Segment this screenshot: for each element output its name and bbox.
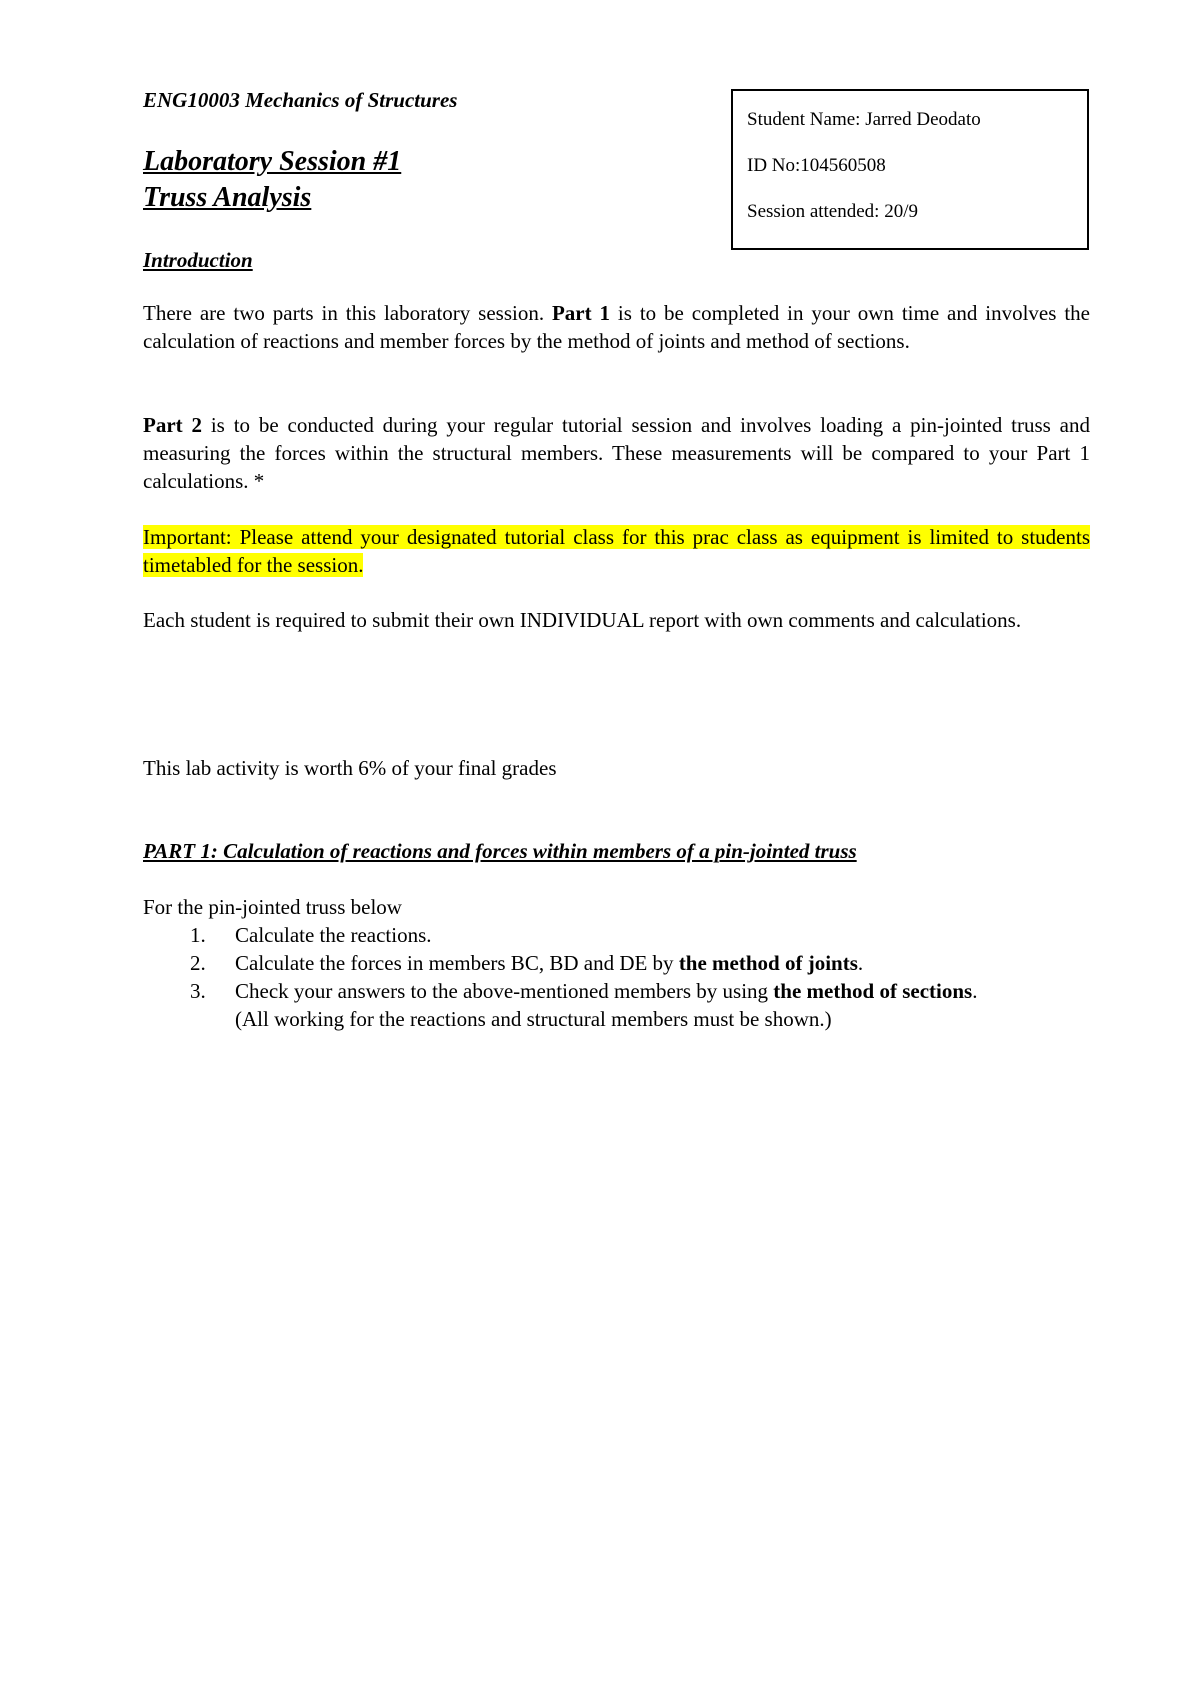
important-highlight: Important: Please attend your designated tutorial class for this prac class as equipment is limited to students timetabled for the session. xyxy=(143,525,1090,577)
intro-paragraph-2: Part 2 is to be conducted during your regular tutorial session and involves loading a pin-jointed truss and measuring the forces within the structural members. These measurements will be compared to your Part 1 calculations. * xyxy=(143,413,1090,493)
part1-task-list xyxy=(143,921,1090,1033)
lab-title-line2: Truss Analysis xyxy=(143,182,312,213)
student-name: Student Name: Jarred Deodato xyxy=(747,109,981,130)
part1-lead: For the pin-jointed truss below xyxy=(143,895,402,919)
list-item: 3. Check your answers to the above-mentioned members by using the method of sections. (All working for the reactions and structural members must be shown.) xyxy=(143,977,1090,1033)
lab-title-line1: Laboratory Session #1 xyxy=(143,146,402,177)
grade-worth-note: This lab activity is worth 6% of your final grades xyxy=(143,756,557,780)
course-title: ENG10003 Mechanics of Structures xyxy=(143,88,458,112)
introduction-heading: Introduction xyxy=(143,248,253,272)
part1-heading: PART 1: Calculation of reactions and forces within members of a pin-jointed truss xyxy=(143,839,857,863)
lab-title xyxy=(143,144,401,216)
student-id: ID No:104560508 xyxy=(747,155,886,176)
working-note: (All working for the reactions and structural members must be shown.) xyxy=(235,1007,832,1031)
student-info-box xyxy=(731,89,1089,250)
list-item: 1. Calculate the reactions. xyxy=(190,923,432,947)
individual-report-paragraph: Each student is required to submit their own INDIVIDUAL report with own comments and calculations. xyxy=(143,608,1022,632)
session-attended: Session attended: 20/9 xyxy=(747,201,918,222)
intro-paragraph-1: There are two parts in this laboratory session. Part 1 is to be completed in your own time and involves the calculation of reactions and member forces by the method of joints and method of sections. xyxy=(143,301,1090,353)
list-item: 2. Calculate the forces in members BC, BD and DE by the method of joints. xyxy=(190,951,864,975)
important-notice xyxy=(143,523,1090,579)
